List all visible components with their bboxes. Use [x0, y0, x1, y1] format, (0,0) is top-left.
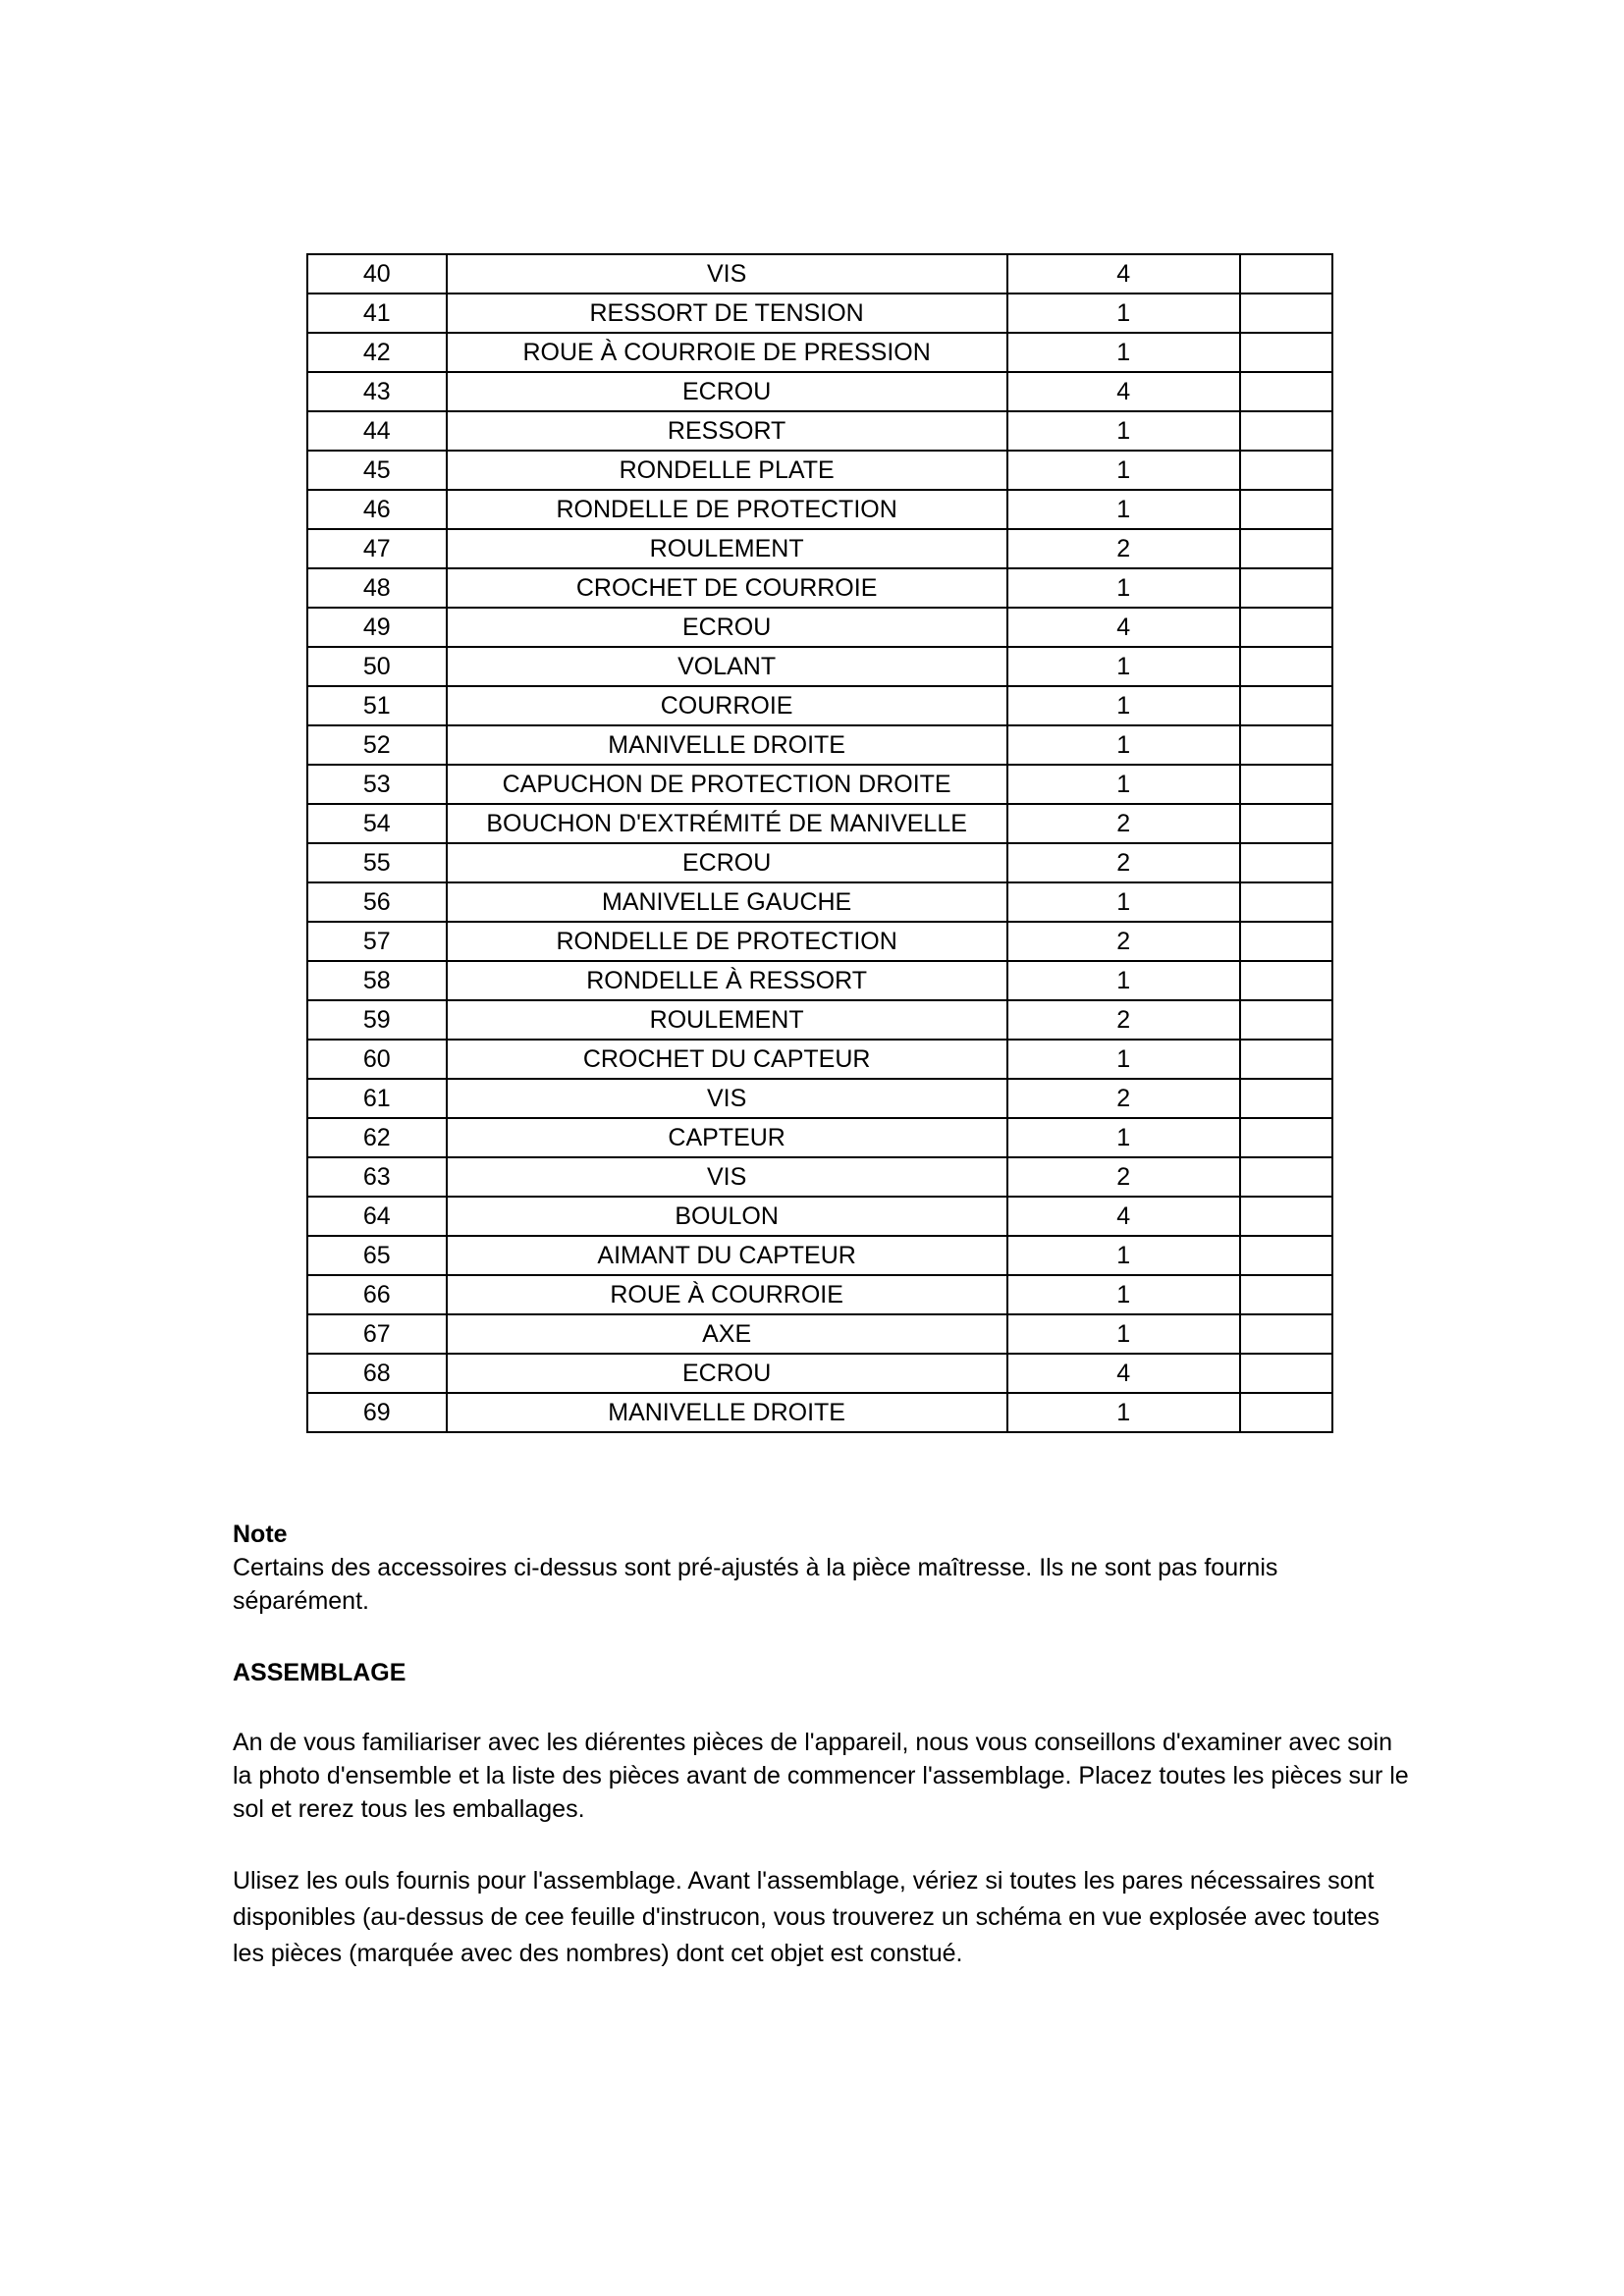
part-quantity-cell: 1 — [1007, 882, 1240, 922]
part-name-cell: ECROU — [447, 1354, 1007, 1393]
part-check-cell — [1240, 529, 1332, 568]
part-number-cell: 51 — [307, 686, 447, 725]
part-check-cell — [1240, 372, 1332, 411]
table-row — [307, 372, 1332, 411]
part-quantity-cell: 1 — [1007, 451, 1240, 490]
part-quantity-cell: 1 — [1007, 1393, 1240, 1432]
part-check-cell — [1240, 1000, 1332, 1040]
part-quantity-cell: 1 — [1007, 1275, 1240, 1314]
table-row — [307, 1157, 1332, 1197]
part-name-cell: ROULEMENT — [447, 1000, 1007, 1040]
part-number-cell: 63 — [307, 1157, 447, 1197]
part-quantity-cell: 1 — [1007, 490, 1240, 529]
part-number-cell: 52 — [307, 725, 447, 765]
table-row — [307, 804, 1332, 843]
part-number-cell: 47 — [307, 529, 447, 568]
part-name-cell: VIS — [447, 1079, 1007, 1118]
part-number-cell: 62 — [307, 1118, 447, 1157]
assembly-paragraph-2: Ulisez les ouls fournis pour l'assemblage. Avant l'assemblage, vériez si toutes les pares nécessaires sont disponibles (au-dessus de cee feuille d'instrucon, vous trouverez un schéma en vue explosée avec toutes les pièces (marquée avec des nombres) dont cet objet est constué. — [233, 1867, 1380, 1967]
part-check-cell — [1240, 1393, 1332, 1432]
part-check-cell — [1240, 1275, 1332, 1314]
part-number-cell: 49 — [307, 608, 447, 647]
part-name-cell: BOUCHON D'EXTRÉMITÉ DE MANIVELLE — [447, 804, 1007, 843]
part-quantity-cell: 2 — [1007, 804, 1240, 843]
parts-table-body — [307, 254, 1332, 1432]
part-number-cell: 45 — [307, 451, 447, 490]
part-number-cell: 54 — [307, 804, 447, 843]
part-check-cell — [1240, 608, 1332, 647]
table-row — [307, 529, 1332, 568]
part-quantity-cell: 4 — [1007, 608, 1240, 647]
table-row — [307, 725, 1332, 765]
table-row — [307, 647, 1332, 686]
part-check-cell — [1240, 490, 1332, 529]
part-check-cell — [1240, 1118, 1332, 1157]
part-name-cell: MANIVELLE DROITE — [447, 725, 1007, 765]
part-name-cell: CAPUCHON DE PROTECTION DROITE — [447, 765, 1007, 804]
table-row — [307, 686, 1332, 725]
part-number-cell: 69 — [307, 1393, 447, 1432]
part-name-cell: RONDELLE PLATE — [447, 451, 1007, 490]
part-quantity-cell: 1 — [1007, 568, 1240, 608]
part-name-cell: RONDELLE DE PROTECTION — [447, 490, 1007, 529]
part-check-cell — [1240, 765, 1332, 804]
part-check-cell — [1240, 568, 1332, 608]
part-name-cell: CROCHET DU CAPTEUR — [447, 1040, 1007, 1079]
part-name-cell: ECROU — [447, 608, 1007, 647]
part-check-cell — [1240, 411, 1332, 451]
part-name-cell: MANIVELLE GAUCHE — [447, 882, 1007, 922]
part-check-cell — [1240, 922, 1332, 961]
table-row — [307, 1314, 1332, 1354]
table-row — [307, 1079, 1332, 1118]
part-check-cell — [1240, 294, 1332, 333]
part-check-cell — [1240, 254, 1332, 294]
table-row — [307, 882, 1332, 922]
part-check-cell — [1240, 843, 1332, 882]
table-row — [307, 1275, 1332, 1314]
part-quantity-cell: 2 — [1007, 1079, 1240, 1118]
part-quantity-cell: 2 — [1007, 1000, 1240, 1040]
table-row — [307, 1040, 1332, 1079]
part-name-cell: ROUE À COURROIE DE PRESSION — [447, 333, 1007, 372]
assembly-paragraph-1: An de vous familiariser avec les diérentes pièces de l'appareil, nous vous conseillons d'examiner avec soin la photo d'ensemble et la liste des pièces avant de commencer l'assemblage. Placez toutes les pièces sur le sol et rerez tous les emballages. — [233, 1729, 1409, 1823]
table-row — [307, 411, 1332, 451]
part-name-cell: COURROIE — [447, 686, 1007, 725]
table-row — [307, 1197, 1332, 1236]
part-quantity-cell: 1 — [1007, 725, 1240, 765]
table-row — [307, 961, 1332, 1000]
part-number-cell: 55 — [307, 843, 447, 882]
note-text: Certains des accessoires ci-dessus sont pré-ajustés à la pièce maîtresse. Ils ne sont pas fournis séparément. — [233, 1554, 1278, 1615]
part-quantity-cell: 1 — [1007, 411, 1240, 451]
part-name-cell: ECROU — [447, 843, 1007, 882]
part-check-cell — [1240, 1236, 1332, 1275]
part-number-cell: 67 — [307, 1314, 447, 1354]
part-name-cell: VOLANT — [447, 647, 1007, 686]
part-check-cell — [1240, 1040, 1332, 1079]
part-number-cell: 40 — [307, 254, 447, 294]
part-number-cell: 42 — [307, 333, 447, 372]
part-number-cell: 57 — [307, 922, 447, 961]
table-row — [307, 1118, 1332, 1157]
part-name-cell: CROCHET DE COURROIE — [447, 568, 1007, 608]
part-check-cell — [1240, 647, 1332, 686]
part-quantity-cell: 1 — [1007, 647, 1240, 686]
part-name-cell: RESSORT — [447, 411, 1007, 451]
table-row — [307, 568, 1332, 608]
part-name-cell: RONDELLE DE PROTECTION — [447, 922, 1007, 961]
part-check-cell — [1240, 1314, 1332, 1354]
part-number-cell: 44 — [307, 411, 447, 451]
part-number-cell: 68 — [307, 1354, 447, 1393]
part-quantity-cell: 2 — [1007, 1157, 1240, 1197]
part-name-cell: BOULON — [447, 1197, 1007, 1236]
part-number-cell: 50 — [307, 647, 447, 686]
part-name-cell: ROULEMENT — [447, 529, 1007, 568]
part-check-cell — [1240, 1157, 1332, 1197]
part-quantity-cell: 1 — [1007, 1118, 1240, 1157]
part-check-cell — [1240, 451, 1332, 490]
part-number-cell: 58 — [307, 961, 447, 1000]
part-number-cell: 59 — [307, 1000, 447, 1040]
part-quantity-cell: 1 — [1007, 961, 1240, 1000]
part-number-cell: 56 — [307, 882, 447, 922]
table-row — [307, 765, 1332, 804]
part-quantity-cell: 2 — [1007, 922, 1240, 961]
part-quantity-cell: 1 — [1007, 686, 1240, 725]
part-quantity-cell: 2 — [1007, 529, 1240, 568]
part-quantity-cell: 4 — [1007, 1197, 1240, 1236]
part-name-cell: VIS — [447, 1157, 1007, 1197]
part-quantity-cell: 1 — [1007, 294, 1240, 333]
table-row — [307, 1236, 1332, 1275]
part-quantity-cell: 4 — [1007, 372, 1240, 411]
note-title: Note — [233, 1521, 288, 1548]
part-check-cell — [1240, 882, 1332, 922]
part-number-cell: 46 — [307, 490, 447, 529]
table-row — [307, 1000, 1332, 1040]
table-row — [307, 1354, 1332, 1393]
part-quantity-cell: 1 — [1007, 333, 1240, 372]
part-number-cell: 60 — [307, 1040, 447, 1079]
part-quantity-cell: 1 — [1007, 765, 1240, 804]
part-quantity-cell: 4 — [1007, 1354, 1240, 1393]
part-check-cell — [1240, 1079, 1332, 1118]
part-check-cell — [1240, 725, 1332, 765]
part-quantity-cell: 1 — [1007, 1314, 1240, 1354]
part-quantity-cell: 1 — [1007, 1236, 1240, 1275]
part-number-cell: 61 — [307, 1079, 447, 1118]
part-check-cell — [1240, 1197, 1332, 1236]
part-name-cell: RONDELLE À RESSORT — [447, 961, 1007, 1000]
part-number-cell: 41 — [307, 294, 447, 333]
table-row — [307, 333, 1332, 372]
part-number-cell: 48 — [307, 568, 447, 608]
part-name-cell: MANIVELLE DROITE — [447, 1393, 1007, 1432]
part-check-cell — [1240, 961, 1332, 1000]
part-quantity-cell: 4 — [1007, 254, 1240, 294]
part-quantity-cell: 2 — [1007, 843, 1240, 882]
table-row — [307, 843, 1332, 882]
part-number-cell: 66 — [307, 1275, 447, 1314]
part-number-cell: 53 — [307, 765, 447, 804]
part-name-cell: AXE — [447, 1314, 1007, 1354]
part-number-cell: 65 — [307, 1236, 447, 1275]
assembly-title: ASSEMBLAGE — [233, 1659, 406, 1686]
table-row — [307, 922, 1332, 961]
part-name-cell: ROUE À COURROIE — [447, 1275, 1007, 1314]
table-row — [307, 608, 1332, 647]
table-row — [307, 294, 1332, 333]
part-name-cell: ECROU — [447, 372, 1007, 411]
part-number-cell: 64 — [307, 1197, 447, 1236]
table-row — [307, 254, 1332, 294]
part-check-cell — [1240, 686, 1332, 725]
table-row — [307, 1393, 1332, 1432]
part-name-cell: RESSORT DE TENSION — [447, 294, 1007, 333]
part-check-cell — [1240, 1354, 1332, 1393]
parts-table — [306, 253, 1333, 1433]
part-name-cell: AIMANT DU CAPTEUR — [447, 1236, 1007, 1275]
table-row — [307, 490, 1332, 529]
part-check-cell — [1240, 804, 1332, 843]
table-row — [307, 451, 1332, 490]
part-name-cell: VIS — [447, 254, 1007, 294]
part-quantity-cell: 1 — [1007, 1040, 1240, 1079]
part-check-cell — [1240, 333, 1332, 372]
part-number-cell: 43 — [307, 372, 447, 411]
part-name-cell: CAPTEUR — [447, 1118, 1007, 1157]
